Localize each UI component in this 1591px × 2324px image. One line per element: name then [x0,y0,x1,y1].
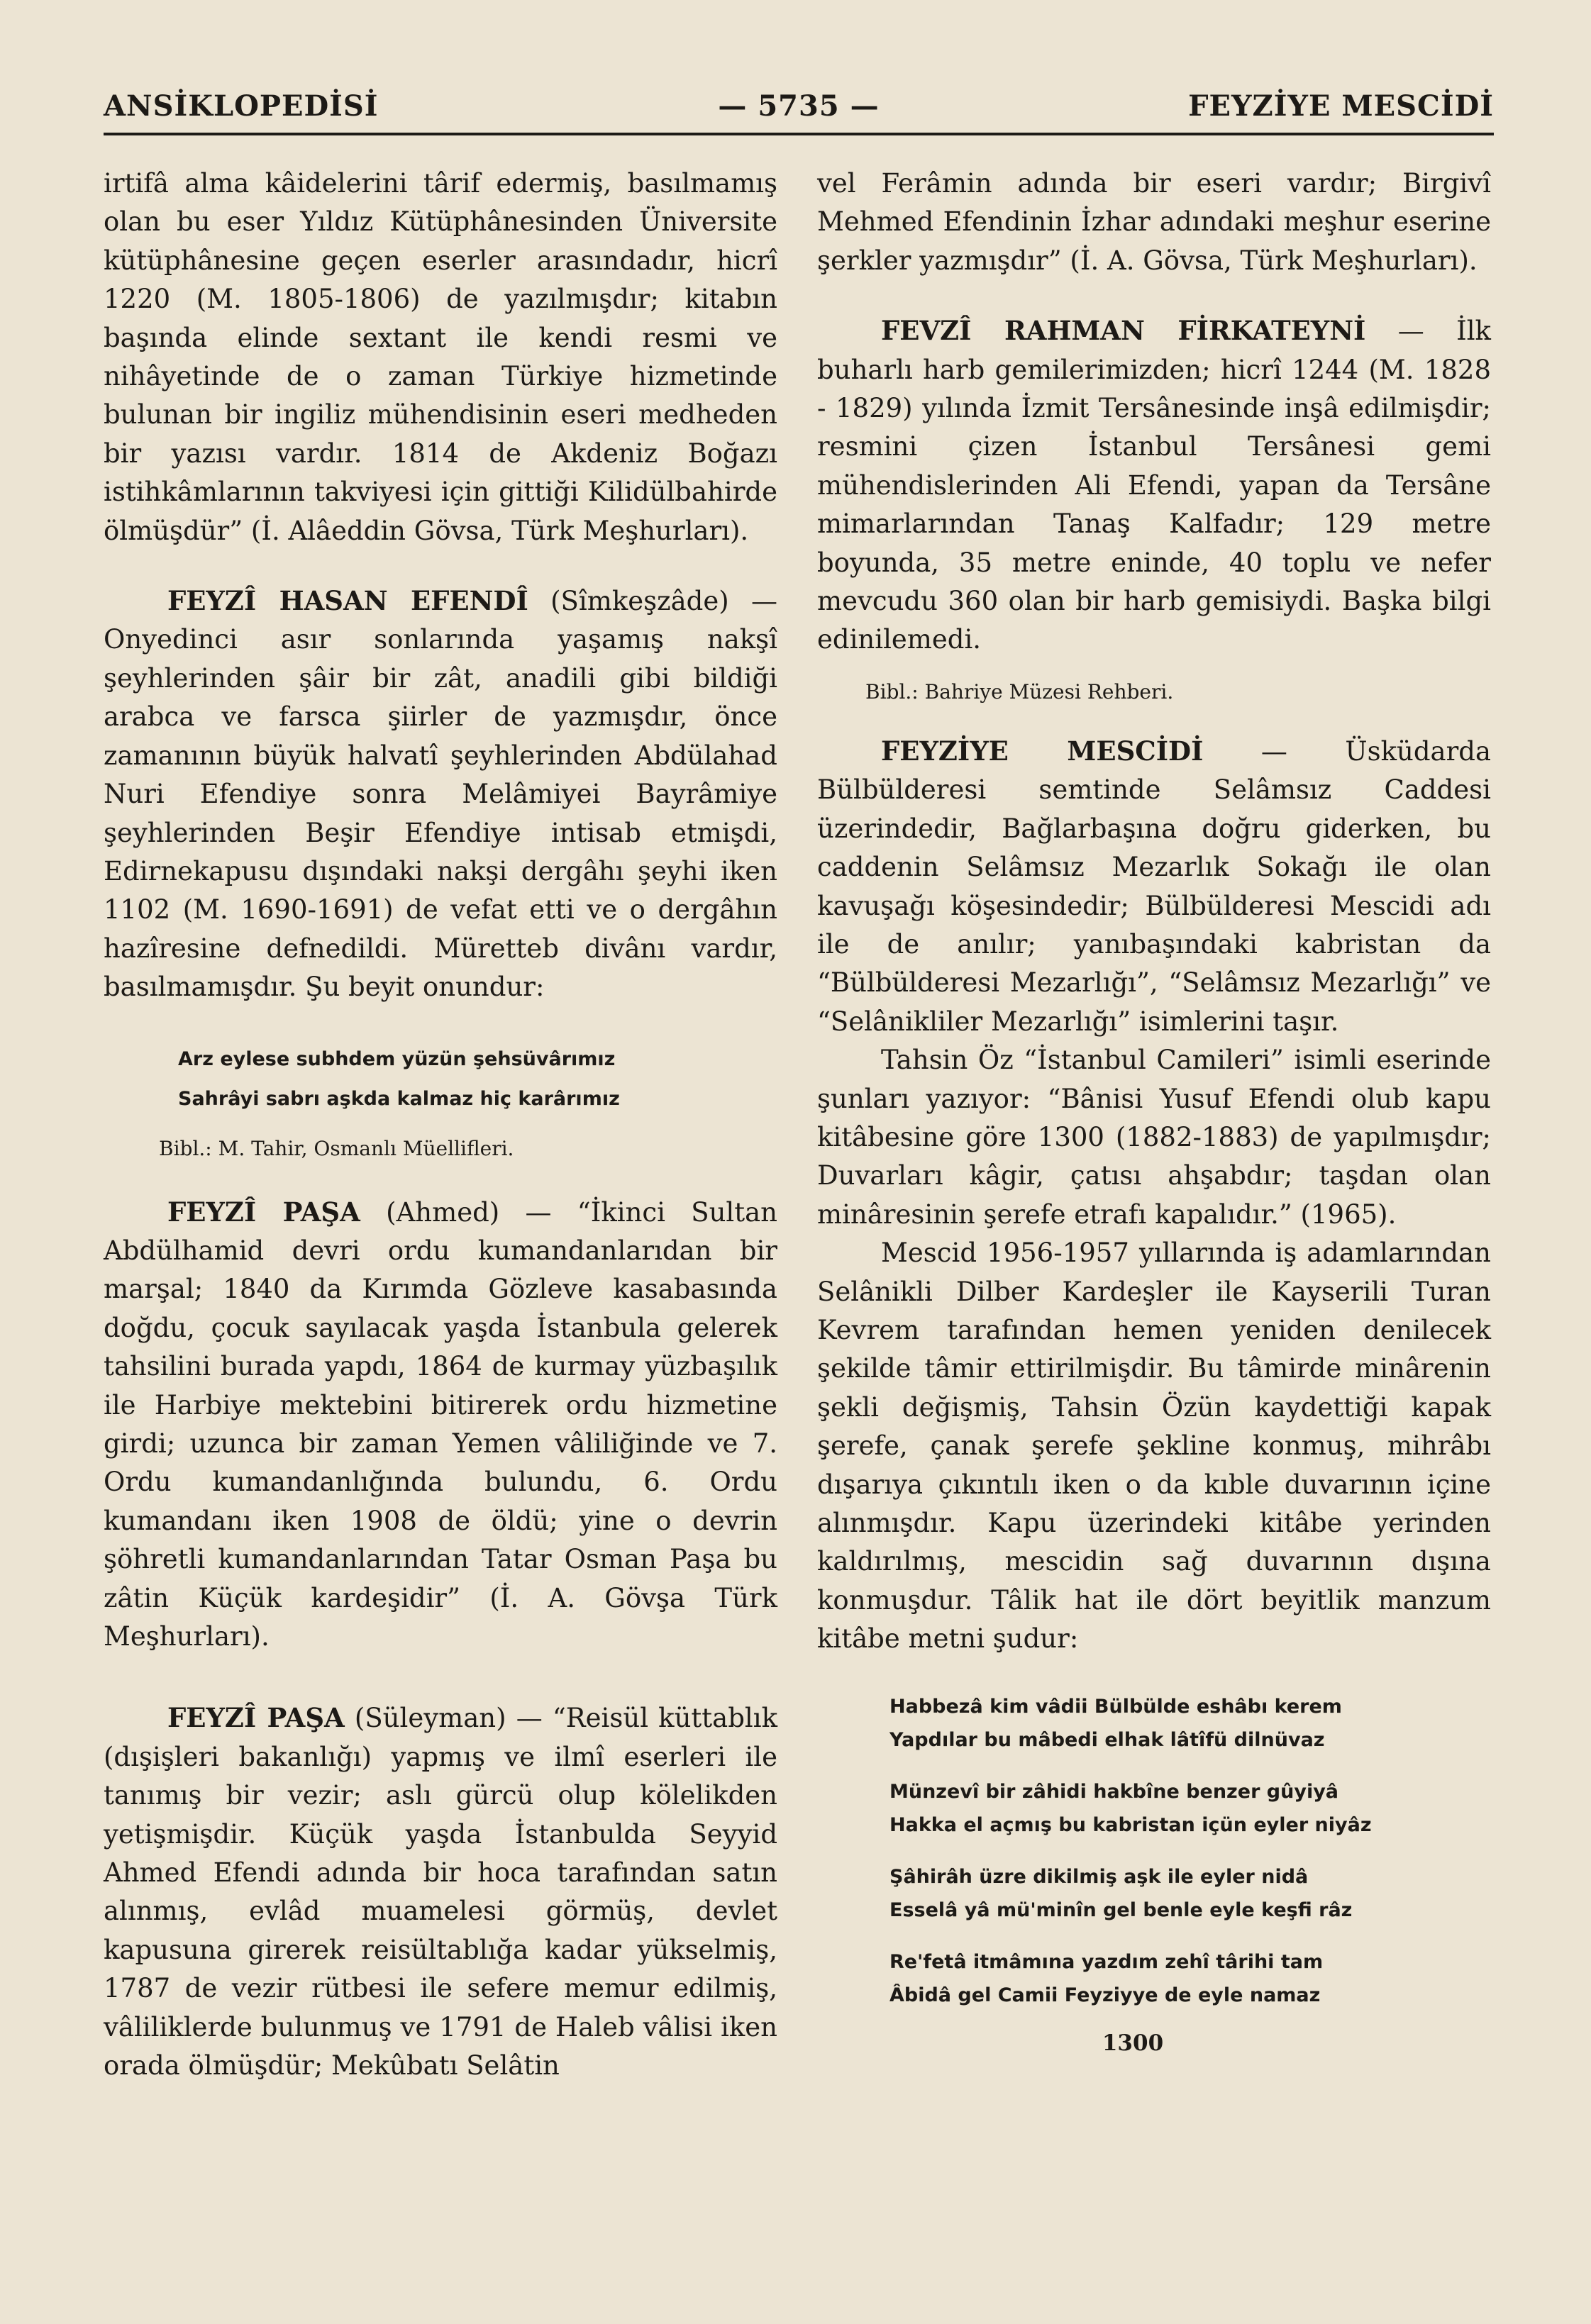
entry-feyzi-hasan-efendi [104,582,777,1006]
poem-line: Esselâ yâ mü'minîn gel benle eyle keşfi râz [889,1898,1353,1921]
poem-line: Habbezâ kim vâdii Bülbülde eshâbı kerem [889,1695,1342,1718]
entry-body: — Üsküdarda Bülbülderesi semtinde Selâmsız Caddesi üzerindedir, Bağlarbaşına doğru giderken, bu caddenin Selâmsız Mezarlık Sokağı ile olan kavuşağı köşesindedir; Bülbülderesi Mescidi adı ile de anılır; yanıbaşındaki kabristan da “Bülbülderesi Mezarlığı”, “Selâmsız Mezarlığı” ve “Selânikliler Mezarlığı” isimlerini taşır. [817,735,1491,1037]
verse-line: Arz eylese subhdem yüzün şehsüvârımız [178,1047,616,1070]
poem-line: Şâhirâh üzre dikilmiş aşk ile eyler nidâ [889,1865,1309,1888]
right-column [817,165,1491,2056]
bibliography: Bibl.: Bahriye Müzesi Rehberi. [865,679,1174,704]
poem-stanza [889,1775,1491,1842]
poem-stanza [889,1860,1491,1927]
paragraph-restoration: Mescid 1956-1957 yıllarında iş adamlarından Selânikli Dilber Kardeşler ile Kayserili Turan Kevrem tarafından hemen yeniden denilecek şekilde tâmir ettirilmişdir. Bu tâmirde minârenin şekli değişmiş, Tahsin Özün kaydettiği kapak şerefe, çanak şerefe şekline konmuş, mihrâbı dışarıya çıkıntılı iken o da kıble duvarının içine alınmışdır. Kapu üzerindeki kitâbe yerinden kaldırılmış, mescidin sağ duvarının dışına konmuşdur. Tâlik hat ile dört beyitlik manzum kitâbe metni şudur: [817,1238,1491,1655]
entry-headword: FEYZİYE MESCİDİ [881,735,1204,767]
header-title-left: ANSİKLOPEDİSİ [104,89,379,123]
verse-couplet [104,1040,777,1119]
inscription-poem [817,1690,1491,2012]
continuation-paragraph: vel Ferâmin adında bir eseri vardır; Birgivî Mehmed Efendinin İzhar adındaki meşhur eserine şerkler yazmışdır” (İ. A. Gövsa, Türk Meşhurları). [817,168,1491,276]
entry-body: — İlk buharlı harb gemilerimizden; hicrî 1244 (M. 1828 - 1829) yılında İzmit Tersânesinde inşâ edilmişdir; resmini çizen İstanbul Tersânesi gemi mühendislerinden Ali Efendi, yapan da Tersâne mimarlarından Tanaş Kalfadır; 129 metre boyunda, 35 metre eninde, 40 toplu ve nefer mevcudu 360 olan bir harb gemisiydi. Başka bilgi edinilemedi. [817,316,1491,655]
poem-line: Re'fetâ itmâmına yazdım zehî târihi tam [889,1950,1324,1973]
paragraph-tahsin-oz: Tahsin Öz “İstanbul Camileri” isimli eserinde şunları yazıyor: “Bânisi Yusuf Efendi olub kapu kitâbesine göre 1300 (1882-1883) de yapılmışdır; Duvarları kâgir, çatısı ahşabdır; taşdan olan minâresinin şerefe etrafı kapalıdır.” (1965). [817,1045,1491,1230]
entry-headword: FEVZÎ RAHMAN FİRKATEYNİ [881,315,1366,347]
continuation-paragraph: irtifâ alma kâidelerini târif edermiş, basılmamış olan bu eser Yıldız Kütüphânesinden Üniversite kütüphânesine geçen eserler arasındadır, hicrî 1220 (M. 1805-1806) de yazılmışdır; kitabın başında elinde sextant ile kendi resmi ve nihâyetinde de o zaman Türkiye hizmetinde bulunan bir ingiliz mühendisinin eseri medheden bir yazısı vardır. 1814 de Akdeniz Boğazı istihkâmlarının takviyesi için gittiği Kilidülbahirde ölmüşdür” (İ. Alâeddin Gövsa, Türk Meşhurları). [104,168,777,546]
running-header [104,84,1494,126]
entry-feyzi-pasa-ahmed [104,1193,777,1657]
entry-feyzi-pasa-suleyman [104,1698,777,2085]
entry-feyziye-mescidi [817,732,1491,1041]
poem-line: Münzevî bir zâhidi hakbîne benzer gûyiyâ [889,1780,1339,1803]
entry-headword: FEYZÎ HASAN EFENDÎ [167,585,528,617]
verse-line: Sahrâyi sabrı aşkda kalmaz hiç karârımız [178,1087,620,1110]
entry-body: (Sîmkeşzâde) — Onyedinci asır sonlarında yaşamış nakşî şeyhlerinden şâir bir zât, anadili gibi bildiği arabca ve farsca şiirler de yazmışdır, önce zamanının büyük halvatî şeyhlerinden Abdülahad Nuri Efendiye sonra Melâmiyei Bayrâmiye şeyhlerinden Beşir Efendiye intisab etmişdi, Edirnekapusu dışındaki nakşi dergâhı şeyhi iken 1102 (M. 1690-1691) de vefat etti ve o dergâhın hazîresine defnedildi. Mürettеb divânı vardır, basılmamışdır. Şu beyit onundur: [104,586,777,1003]
poem-stanza [889,1945,1491,2012]
inscription-year: 1300 [1102,2030,1164,2056]
header-rule [104,133,1494,135]
entry-headword: FEYZÎ PAŞA [167,1702,345,1734]
bibliography: Bibl.: M. Tahir, Osmanlı Müellifleri. [159,1136,514,1160]
poem-stanza [889,1690,1491,1757]
entry-headword: FEYZÎ PAŞA [167,1196,360,1228]
page-number: — 5735 — [718,89,880,123]
poem-line: Yapdılar bu mâbedi elhak lâtîfü dilnüvaz [889,1728,1325,1751]
entry-body: (Süleyman) — “Reisül küttablık (dışişleri bakanlığı) yapmış ve ilmî eserleri ile tanımış bir vezir; aslı gürcü olup kölelikden yetişmişdir. Küçük yaşda İstanbulda Seyyid Ahmed Efendi adında bir hoca tarafından satın alınmış, evlâd muamelesi görmüş, devlet kapusuna girerek reisültablığa kadar yükselmiş, 1787 de vezir rütbesi ile sefere memur edilmiş, vâliliklerde bulunmuş ve 1791 de Haleb vâlisi iken orada ölmüşdür; Mekûbatı Selâtin [104,1703,777,2081]
poem-line: Âbidâ gel Camii Feyziyye de eyle namaz [889,1984,1321,2006]
poem-line: Hakka el açmış bu kabristan içün eyler niyâz [889,1813,1372,1836]
entry-body: (Ahmed) — “İkinci Sultan Abdülhamid devri ordu kumandanlarıdan bir marşal; 1840 da Kırımda Gözleve kasabasında doğdu, çocuk sayılacak yaşda İstanbula gelerek tahsilini burada yapdı, 1864 de kurmay yüzbaşılık ile Harbiye mektebini bitirerek ordu hizmetine girdi; uzunca bir zaman Yemen vâliliğinde ve 7. Ordu kumandanlığında bulundu, 6. Ordu kumandanı iken 1908 de öldü; yine o devrin şöhretli kumandanlarından Tatar Osman Paşa bu zâtin Küçük kardeşidir” (İ. A. Gövşa Türk Meşhurları). [104,1196,777,1652]
left-column [104,165,777,2085]
entry-fevzi-rahman-firkateyni [817,311,1491,660]
header-title-right: FEYZİYE MESCİDİ [1188,89,1494,123]
